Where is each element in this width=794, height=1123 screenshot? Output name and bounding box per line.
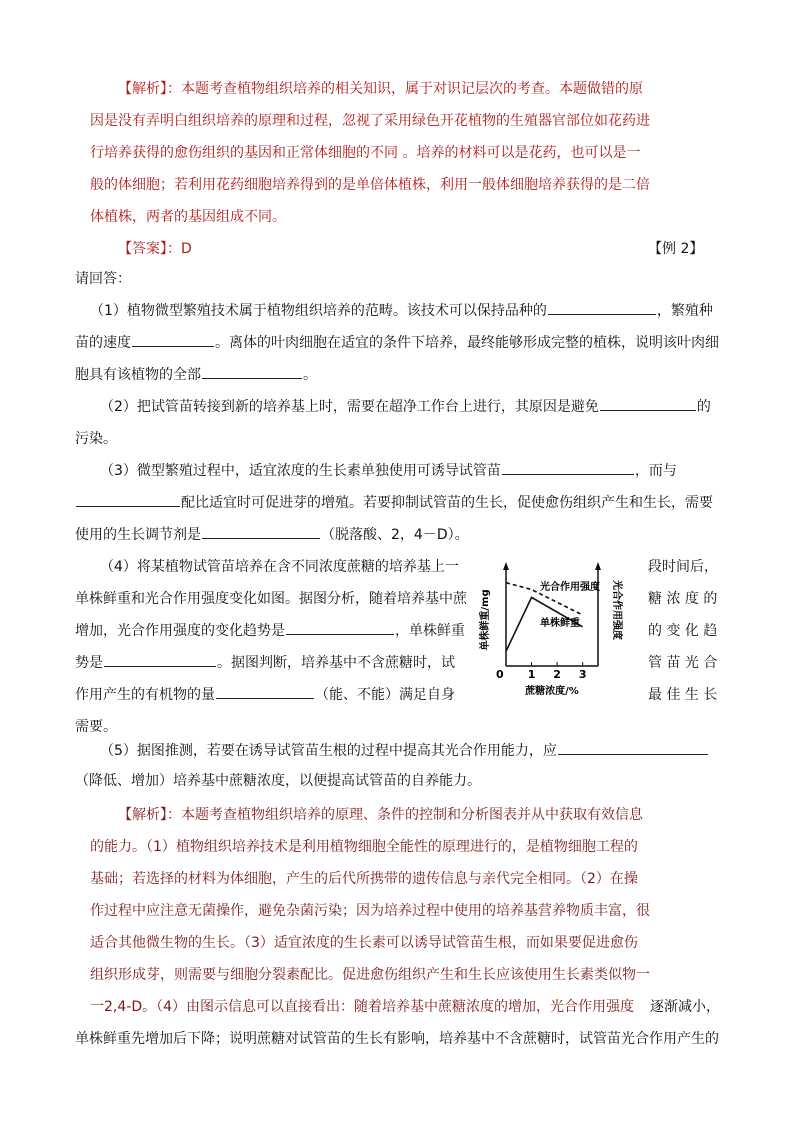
- answer-blank[interactable]: [558, 740, 708, 755]
- photosynthesis-series-label: 光合作用强度: [540, 582, 600, 593]
- question-line: （2）把试管苗转接到新的培养基上时，需要在超净工作台上进行，其原因是避免 的: [100, 396, 711, 418]
- origin-label: 0: [496, 668, 504, 681]
- analysis-line: 体植株，两者的基因组成不同。: [90, 209, 286, 225]
- analysis-line: 作过程中应注意无菌操作，避免杂菌污染；因为培养过程中使用的培养基营养物质丰富，很: [90, 903, 650, 919]
- analysis-label: 【解析】: [118, 81, 167, 97]
- y-right-label: 光合作用强度: [611, 580, 622, 640]
- question-line: 污染。: [75, 431, 117, 447]
- answer-blank[interactable]: [600, 396, 696, 411]
- question-line: 的 变 化 趋: [648, 623, 718, 639]
- analysis-text: ：本题考查植物组织培养的相关知识，属于对识记层次的考查。本题做错的原: [167, 81, 643, 97]
- question-line: （4）将某植物试管苗培养在含不同浓度蔗糖的培养基上一: [100, 559, 459, 575]
- question-line: （1）植物微型繁殖技术属于植物组织培养的范畴。该技术可以保持品种的 ，繁殖种: [90, 300, 713, 322]
- x-axis-label: 蔗糖浓度/%: [525, 686, 579, 697]
- answer-blank[interactable]: [76, 492, 180, 507]
- question-line: （3）微型繁殖过程中，适宜浓度的生长素单独使用可诱导试管苗 ，而与: [100, 460, 677, 482]
- analysis-line: 一2,4-D。（4）由图示信息可以直接看出：随着培养基中蔗糖浓度的增加，光合作用强度: [90, 999, 635, 1015]
- answer-blank[interactable]: [202, 524, 320, 539]
- x-tick-label: 3: [578, 668, 587, 681]
- answer-value: ：D: [167, 241, 192, 257]
- x-tick-label: 1: [527, 668, 536, 681]
- question-line: 使用的生长调节剂是 （脱落酸、2，4－D）。: [75, 524, 469, 546]
- question-line: 单株鲜重和光合作用强度变化如图。据图分析，随着培养基中蔗: [75, 591, 467, 607]
- analysis-line: 单株鲜重先增加后下降；说明蔗糖对试管苗的生长有影响，培养基中不含蔗糖时，试管苗光合作用产生的: [75, 1031, 719, 1047]
- analysis-line: 般的体细胞；若利用花药细胞培养得到的是单倍体植株，利用一般体细胞培养获得的是二倍: [90, 177, 650, 193]
- analysis-line: 组织形成芽，则需要与细胞分裂素配比。促进愈伤组织产生和生长应该使用生长素类似物一: [90, 967, 650, 983]
- analysis-line: 行培养获得的愈伤组织的基因和正常体细胞的不同 。培养的材料可以是花药，也可以是一: [90, 145, 641, 161]
- answer-line: [118, 238, 192, 260]
- question-line: 势是 。据图判断，培养基中不含蔗糖时，试: [75, 652, 455, 674]
- question-line: 糖 浓 度 的: [648, 591, 718, 607]
- answer-blank[interactable]: [104, 652, 216, 667]
- question-line: （降低、增加）培养基中蔗糖浓度，以便提高试管苗的自养能力。: [75, 773, 481, 789]
- example-label: 【例 2】: [648, 241, 704, 257]
- analysis-line: [118, 804, 643, 826]
- answer-blank[interactable]: [216, 684, 314, 699]
- sucrose-chart: [476, 548, 626, 698]
- question-line: 最 佳 生 长: [648, 687, 718, 703]
- question-line: 段时间后，: [648, 559, 718, 575]
- analysis-line: 适合其他微生物的生长。（3）适宜浓度的生长素可以诱导试管苗生根，而如果要促进愈伤: [90, 935, 638, 951]
- answer-blank[interactable]: [286, 620, 394, 635]
- analysis-line: [118, 78, 643, 100]
- question-line: 配比适宜时可促进芽的增殖。若要抑制试管苗的生长，促使愈伤组织产生和生长，需要: [75, 492, 713, 514]
- y-left-arrow: [503, 562, 509, 570]
- x-tick-label: 2: [553, 668, 561, 681]
- answer-blank[interactable]: [548, 300, 656, 315]
- analysis-line: 逐渐减小，: [650, 999, 720, 1015]
- question-prompt: 请回答：: [75, 271, 131, 287]
- analysis-label: 【解析】: [118, 807, 167, 823]
- analysis-text: ：本题考查植物组织培养的原理、条件的控制和分析图表并从中获取有效信息: [167, 807, 643, 823]
- answer-blank[interactable]: [502, 460, 634, 475]
- question-line: 胞具有该植物的全部 。: [75, 364, 317, 386]
- y-right-arrow: [595, 562, 601, 570]
- answer-label: 【答案】: [118, 241, 167, 257]
- answer-blank[interactable]: [202, 364, 302, 379]
- analysis-line: 的能力。（1）植物组织培养技术是利用植物细胞全能性的原理进行的，是植物细胞工程的: [90, 839, 638, 855]
- question-line: 增加，光合作用强度的变化趋势是 ，单株鲜重: [75, 620, 465, 642]
- question-line: 管 苗 光 合: [648, 655, 718, 671]
- question-line: 苗的速度 。离体的叶肉细胞在适宜的条件下培养，最终能够形成完整的植株，说明该叶肉细: [75, 332, 719, 354]
- y-left-label: 单株鲜重/mg: [480, 589, 491, 651]
- question-line: （5）据图推测，若要在诱导试管苗生根的过程中提高其光合作用能力，应: [100, 740, 709, 762]
- analysis-line: 因是没有弄明白组织培养的原理和过程，忽视了采用绿色开花植物的生殖器官部位如花药进: [90, 113, 650, 129]
- answer-blank[interactable]: [132, 332, 214, 347]
- fresh-weight-series-label: 单株鲜重: [540, 618, 580, 629]
- analysis-line: 基础；若选择的材料为体细胞，产生的后代所携带的遗传信息与亲代完全相同。（2）在操: [90, 871, 638, 887]
- question-line: 作用产生的有机物的量 （能、不能）满足自身: [75, 684, 455, 706]
- question-line: 需要。: [75, 719, 117, 735]
